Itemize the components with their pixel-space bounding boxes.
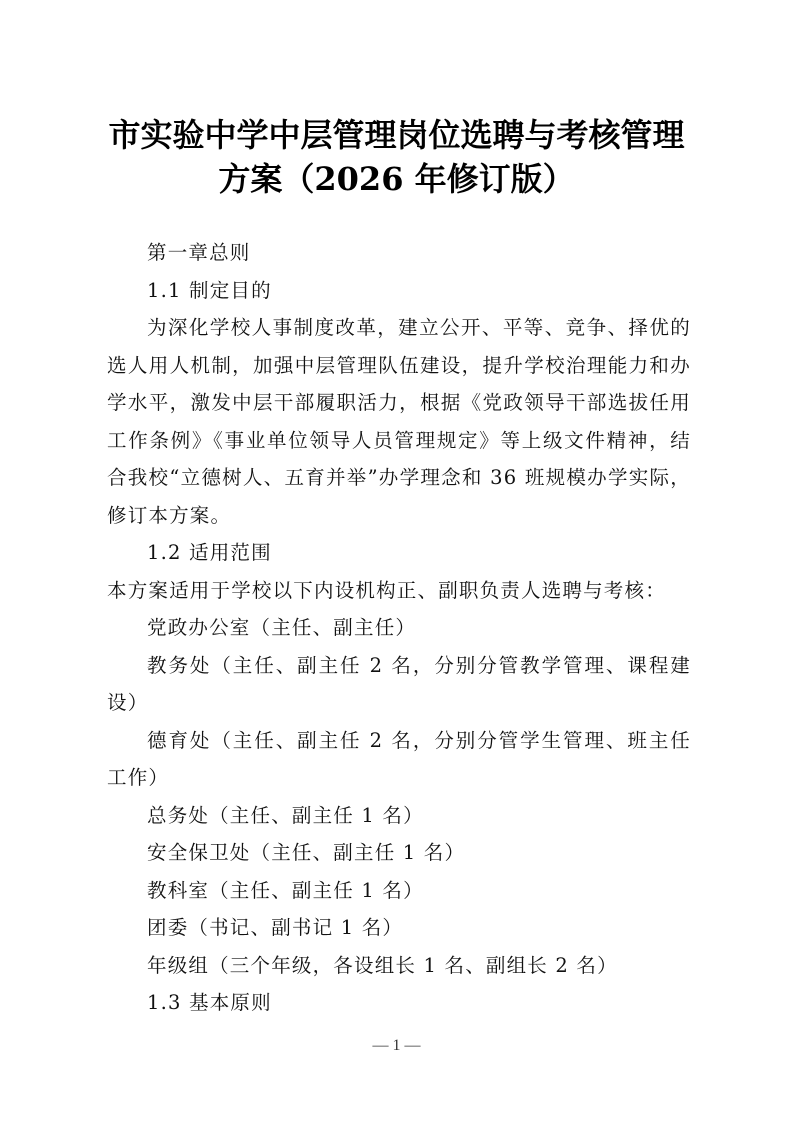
scope-list-item: 年级组（三个年级，各设组长 1 名、副组长 2 名） bbox=[147, 953, 618, 977]
scope-list-item: 安全保卫处（主任、副主任 1 名） bbox=[147, 841, 466, 864]
chapter-heading: 第一章总则 bbox=[147, 241, 251, 264]
section-heading-purpose: 1.1 制定目的 bbox=[147, 278, 272, 302]
scope-intro-paragraph: 本方案适用于学校以下内设机构正、副职负责人选聘与考核： bbox=[107, 578, 666, 602]
document-title-line-2: 方案（2026 年修订版） bbox=[218, 160, 575, 198]
document-body bbox=[107, 234, 691, 1022]
section-heading-principles: 1.3 基本原则 bbox=[147, 991, 272, 1014]
document-title-line-1: 市实验中学中层管理岗位选聘与考核管理 bbox=[108, 116, 685, 154]
scope-list-item: 德育处（主任、副主任 2 名，分别分管学生管理、班主任工作） bbox=[107, 728, 691, 789]
page-number: — 1 — bbox=[372, 1037, 421, 1054]
section-heading-scope: 1.2 适用范围 bbox=[147, 541, 272, 564]
purpose-paragraph: 为深化学校人事制度改革，建立公开、平等、竞争、择优的选人用人机制，加强中层管理队伍建设，提升学校治理能力和办学水平，激发中层干部履职活力，根据《党政领导干部选拔任用工作条例》《事业单位领导人员管理规定》等上级文件精神，结合我校“立德树人、五育并举”办学理念和 36 班规模办学实际，修订本方案。 bbox=[107, 316, 691, 527]
scope-list-item: 团委（书记、副书记 1 名） bbox=[147, 916, 404, 939]
scope-list-item: 教务处（主任、副主任 2 名，分别分管教学管理、课程建设） bbox=[107, 653, 691, 714]
scope-list-item: 教科室（主任、副主任 1 名） bbox=[147, 878, 424, 902]
scope-list-item: 总务处（主任、副主任 1 名） bbox=[147, 803, 424, 827]
scope-list-item: 党政办公室（主任、副主任） bbox=[147, 616, 417, 639]
